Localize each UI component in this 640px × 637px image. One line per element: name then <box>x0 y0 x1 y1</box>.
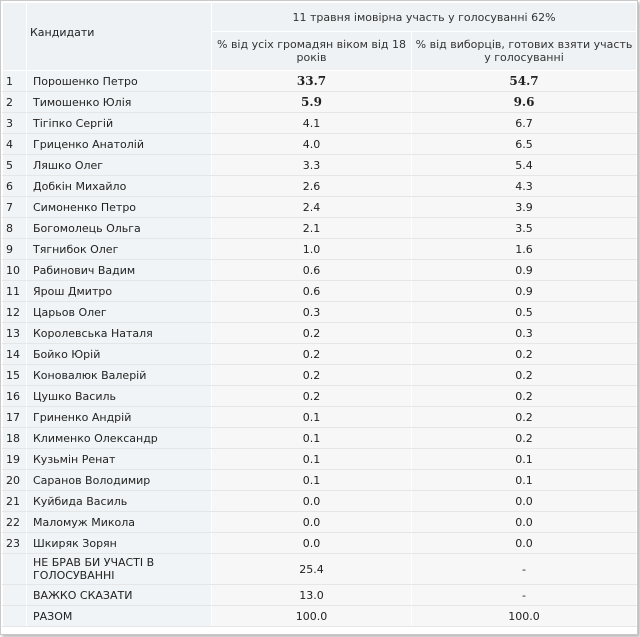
ready-voters-value: 0.5 <box>412 302 637 323</box>
summary-label: НЕ БРАВ БИ УЧАСТІ В ГОЛОСУВАННІ <box>27 554 212 585</box>
all-citizens-value: 13.0 <box>212 585 412 606</box>
table-row <box>3 134 637 155</box>
table-row <box>3 470 637 491</box>
row-number: 1 <box>3 71 27 92</box>
all-citizens-value: 0.1 <box>212 428 412 449</box>
ready-voters-value: 0.0 <box>412 533 637 554</box>
row-number: 3 <box>3 113 27 134</box>
table-row <box>3 512 637 533</box>
ready-voters-header: % від виборців, готових взяти участь у голосуванні <box>412 32 637 71</box>
all-citizens-value: 0.2 <box>212 386 412 407</box>
ready-voters-value: 1.6 <box>412 239 637 260</box>
candidate-name: Порошенко Петро <box>27 71 212 92</box>
all-citizens-value: 33.7 <box>212 71 412 92</box>
candidate-name: Ляшко Олег <box>27 155 212 176</box>
candidate-name: Коновалюк Валерій <box>27 365 212 386</box>
all-citizens-value: 2.4 <box>212 197 412 218</box>
ready-voters-value: 0.2 <box>412 386 637 407</box>
ready-voters-value: 5.4 <box>412 155 637 176</box>
candidate-name: Рабинович Вадим <box>27 260 212 281</box>
table-row <box>3 491 637 512</box>
candidate-name: Царьов Олег <box>27 302 212 323</box>
candidate-name: Симоненко Петро <box>27 197 212 218</box>
all-citizens-value: 0.1 <box>212 470 412 491</box>
row-number: 9 <box>3 239 27 260</box>
row-number: 2 <box>3 92 27 113</box>
header-number-cell <box>3 3 27 71</box>
table-row <box>3 428 637 449</box>
all-citizens-value: 0.1 <box>212 407 412 428</box>
row-number <box>3 554 27 585</box>
ready-voters-value: 3.9 <box>412 197 637 218</box>
candidate-name: Ярош Дмитро <box>27 281 212 302</box>
row-number: 7 <box>3 197 27 218</box>
all-citizens-value: 5.9 <box>212 92 412 113</box>
ready-voters-value: 3.5 <box>412 218 637 239</box>
row-number: 10 <box>3 260 27 281</box>
ready-voters-value: 6.5 <box>412 134 637 155</box>
table-row <box>3 302 637 323</box>
ready-voters-value: - <box>412 585 637 606</box>
table-row <box>3 71 637 92</box>
table-row <box>3 533 637 554</box>
candidate-name: Клименко Олександр <box>27 428 212 449</box>
all-citizens-value: 25.4 <box>212 554 412 585</box>
row-number: 19 <box>3 449 27 470</box>
row-number: 17 <box>3 407 27 428</box>
candidate-name: Тігіпко Сергій <box>27 113 212 134</box>
ready-voters-value: 0.2 <box>412 365 637 386</box>
candidate-name: Гриненко Андрій <box>27 407 212 428</box>
ready-voters-value: 0.2 <box>412 344 637 365</box>
all-citizens-value: 0.2 <box>212 344 412 365</box>
all-citizens-value: 4.0 <box>212 134 412 155</box>
row-number: 6 <box>3 176 27 197</box>
row-number: 8 <box>3 218 27 239</box>
summary-row <box>3 606 637 627</box>
ready-voters-value: 100.0 <box>412 606 637 627</box>
ready-voters-value: 0.2 <box>412 428 637 449</box>
row-number: 20 <box>3 470 27 491</box>
all-citizens-value: 3.3 <box>212 155 412 176</box>
all-citizens-value: 0.2 <box>212 365 412 386</box>
summary-row <box>3 585 637 606</box>
ready-voters-value: 0.3 <box>412 323 637 344</box>
all-citizens-value: 0.6 <box>212 260 412 281</box>
table-row <box>3 386 637 407</box>
all-citizens-value: 0.3 <box>212 302 412 323</box>
all-citizens-value: 0.0 <box>212 533 412 554</box>
candidates-header: Кандидати <box>27 3 212 71</box>
candidate-name: Саранов Володимир <box>27 470 212 491</box>
row-number <box>3 585 27 606</box>
summary-label: РАЗОМ <box>27 606 212 627</box>
all-citizens-value: 2.6 <box>212 176 412 197</box>
row-number: 18 <box>3 428 27 449</box>
table-row <box>3 344 637 365</box>
ready-voters-value: 0.0 <box>412 512 637 533</box>
table-row <box>3 260 637 281</box>
results-body <box>3 71 637 627</box>
poll-results-table <box>2 2 637 627</box>
table-row <box>3 365 637 386</box>
ready-voters-value: 0.0 <box>412 491 637 512</box>
candidate-name: Тимошенко Юлія <box>27 92 212 113</box>
candidate-name: Куйбида Василь <box>27 491 212 512</box>
all-citizens-value: 2.1 <box>212 218 412 239</box>
row-number: 16 <box>3 386 27 407</box>
all-citizens-value: 0.2 <box>212 323 412 344</box>
table-row <box>3 176 637 197</box>
table-row <box>3 323 637 344</box>
table-row <box>3 197 637 218</box>
row-number: 23 <box>3 533 27 554</box>
turnout-header: 11 травня імовірна участь у голосуванні 62% <box>212 3 637 32</box>
row-number: 22 <box>3 512 27 533</box>
table-row <box>3 239 637 260</box>
row-number: 15 <box>3 365 27 386</box>
table-row <box>3 92 637 113</box>
ready-voters-value: 4.3 <box>412 176 637 197</box>
candidate-name: Бойко Юрій <box>27 344 212 365</box>
all-citizens-value: 1.0 <box>212 239 412 260</box>
candidate-name: Кузьмін Ренат <box>27 449 212 470</box>
ready-voters-value: 54.7 <box>412 71 637 92</box>
table-row <box>3 113 637 134</box>
row-number: 13 <box>3 323 27 344</box>
table-row <box>3 407 637 428</box>
row-number: 5 <box>3 155 27 176</box>
ready-voters-value: 0.9 <box>412 260 637 281</box>
candidate-name: Добкін Михайло <box>27 176 212 197</box>
ready-voters-value: 0.1 <box>412 470 637 491</box>
ready-voters-value: 0.9 <box>412 281 637 302</box>
table-row <box>3 281 637 302</box>
table-row <box>3 218 637 239</box>
row-number: 11 <box>3 281 27 302</box>
all-citizens-value: 0.1 <box>212 449 412 470</box>
all-citizens-header: % від усіх громадян віком від 18 років <box>212 32 412 71</box>
row-number: 12 <box>3 302 27 323</box>
summary-row <box>3 554 637 585</box>
all-citizens-value: 100.0 <box>212 606 412 627</box>
candidate-name: Гриценко Анатолій <box>27 134 212 155</box>
ready-voters-value: - <box>412 554 637 585</box>
ready-voters-value: 6.7 <box>412 113 637 134</box>
ready-voters-value: 0.1 <box>412 449 637 470</box>
ready-voters-value: 9.6 <box>412 92 637 113</box>
row-number: 4 <box>3 134 27 155</box>
row-number: 21 <box>3 491 27 512</box>
summary-label: ВАЖКО СКАЗАТИ <box>27 585 212 606</box>
table-row <box>3 155 637 176</box>
candidate-name: Богомолець Ольга <box>27 218 212 239</box>
table-row <box>3 449 637 470</box>
candidate-name: Маломуж Микола <box>27 512 212 533</box>
all-citizens-value: 0.6 <box>212 281 412 302</box>
candidate-name: Королевська Наталя <box>27 323 212 344</box>
row-number: 14 <box>3 344 27 365</box>
candidate-name: Шкиряк Зорян <box>27 533 212 554</box>
ready-voters-value: 0.2 <box>412 407 637 428</box>
all-citizens-value: 0.0 <box>212 491 412 512</box>
candidate-name: Цушко Василь <box>27 386 212 407</box>
row-number <box>3 606 27 627</box>
all-citizens-value: 0.0 <box>212 512 412 533</box>
candidate-name: Тягнибок Олег <box>27 239 212 260</box>
all-citizens-value: 4.1 <box>212 113 412 134</box>
